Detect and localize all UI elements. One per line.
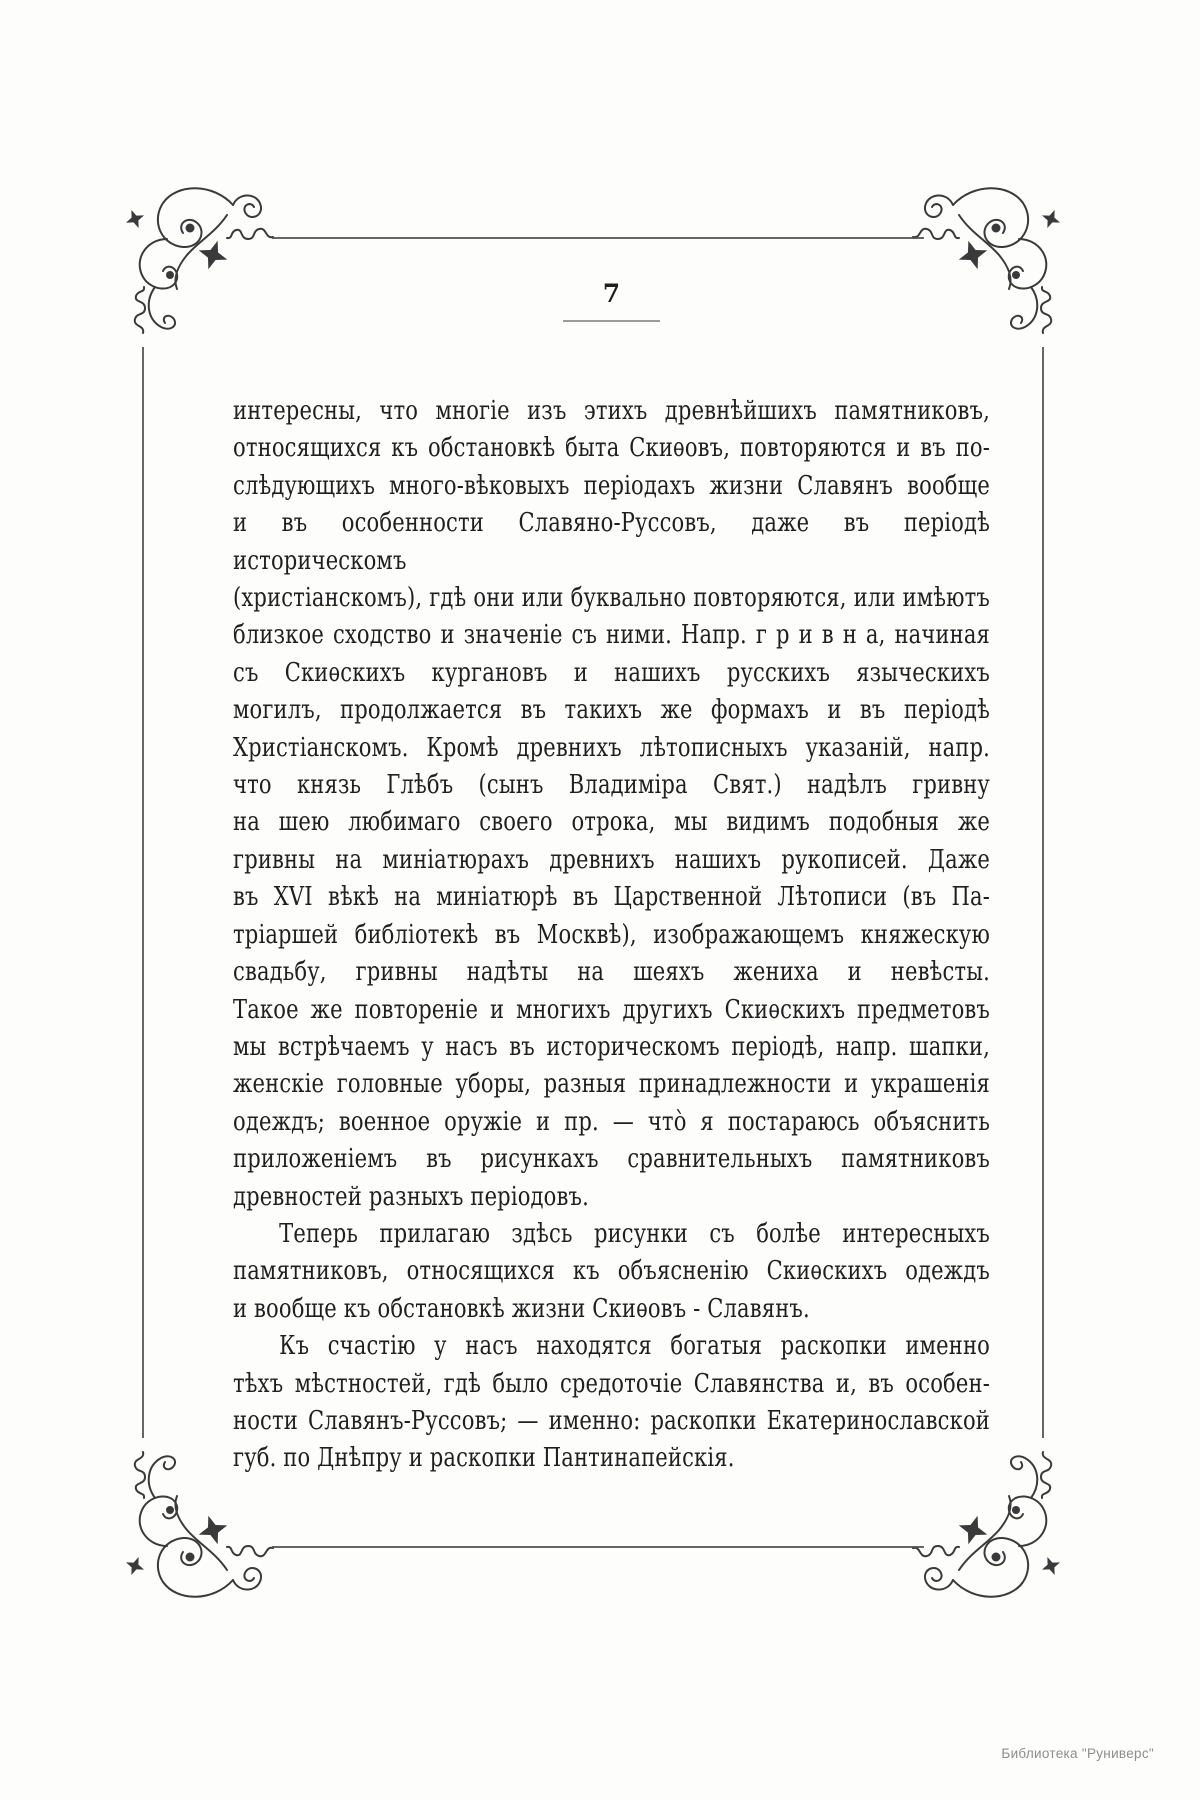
text-line: на шею любимаго своего отрока, мы видимъ подобныя же [233, 807, 990, 838]
frame-rule-bottom [272, 1546, 924, 1548]
text-line: близкое сходство и значеніе съ ними. Напр. г р и в н а, начиная [233, 620, 990, 651]
text-line: древностей разныхъ періодовъ. [233, 1181, 589, 1212]
text-line: могилъ, продолжается въ такихъ же формахъ и въ періодѣ [233, 695, 990, 726]
page-number-rule [563, 320, 660, 322]
text-line: памятниковъ, относящихся къ объясненію Скиѳскихъ одеждъ [233, 1256, 990, 1287]
text-line: гривны на миніатюрахъ древнихъ нашихъ рукописей. Даже [233, 844, 990, 875]
text-line: интересны, что многіе изъ этихъ древнѣйшихъ памятниковъ, [233, 396, 990, 426]
text-line: тріаршей библіотекѣ въ Москвѣ), изображающемъ княжескую [233, 919, 990, 950]
text-line: что князь Глѣбъ (сынъ Владиміра Свят.) надѣлъ гривну [233, 770, 990, 801]
text-line: одеждъ; военное оружіе и пр. — что̀ я постараюсь объяснить [233, 1106, 990, 1137]
text-line: ности Славянъ-Руссовъ; — именно: раскопки Екатеринославской [233, 1405, 990, 1436]
corner-flourish-top-right-icon [911, 175, 1071, 345]
text-line: свадьбу, гривны надѣты на шеяхъ жениха и невѣсты. [233, 957, 990, 988]
text-line: Христіанскомъ. Кромѣ древнихъ лѣтописныхъ указаній, напр. [233, 732, 990, 763]
body-text [233, 393, 990, 1478]
corner-flourish-top-left-icon [115, 175, 275, 345]
text-line: слѣдующихъ много-вѣковыхъ періодахъ жизни Славянъ вообще [233, 470, 990, 501]
frame-rule-right [1042, 347, 1044, 1438]
text-line: съ Скиѳскихъ кургановъ и нашихъ русскихъ языческихъ [233, 657, 990, 688]
frame-rule-top [272, 237, 924, 239]
text-line: приложеніемъ въ рисункахъ сравнительныхъ памятниковъ [233, 1144, 990, 1175]
text-line: Теперь прилагаю здѣсь рисунки съ болѣе интересныхъ [279, 1218, 990, 1249]
text-line: въ XVI вѣкѣ на миніатюрѣ въ Царственной Лѣтописи (въ Па- [233, 882, 990, 913]
text-line: губ. по Днѣпру и раскопки Пантинапейскія. [233, 1443, 735, 1474]
text-line: Такое же повтореніе и многихъ другихъ Скиѳскихъ предметовъ [233, 994, 990, 1025]
text-line: и вообще къ обстановкѣ жизни Скиѳовъ - Славянъ. [233, 1293, 810, 1324]
text-line: тѣхъ мѣстностей, гдѣ было средоточіе Славянства и, въ особен- [233, 1368, 990, 1399]
text-line: мы встрѣчаемъ у насъ въ историческомъ періодѣ, напр. шапки, [233, 1031, 990, 1062]
text-line: и въ особенности Славяно-Руссовъ, даже въ періодѣ историческомъ [233, 508, 990, 576]
frame-rule-left [142, 347, 144, 1438]
text-line: (христіанскомъ), гдѣ они или буквально повторяются, или имѣютъ [233, 583, 990, 614]
page-number: 7 [602, 279, 621, 308]
text-line: относящихся къ обстановкѣ быта Скиѳовъ, повторяются и въ по- [233, 433, 990, 464]
library-watermark: Библиотека "Руниверс" [1001, 1746, 1154, 1761]
text-line: женскіе головные уборы, разныя принадлежности и украшенія [233, 1069, 990, 1100]
text-line: Къ счастію у насъ находятся богатыя раскопки именно [279, 1331, 990, 1362]
